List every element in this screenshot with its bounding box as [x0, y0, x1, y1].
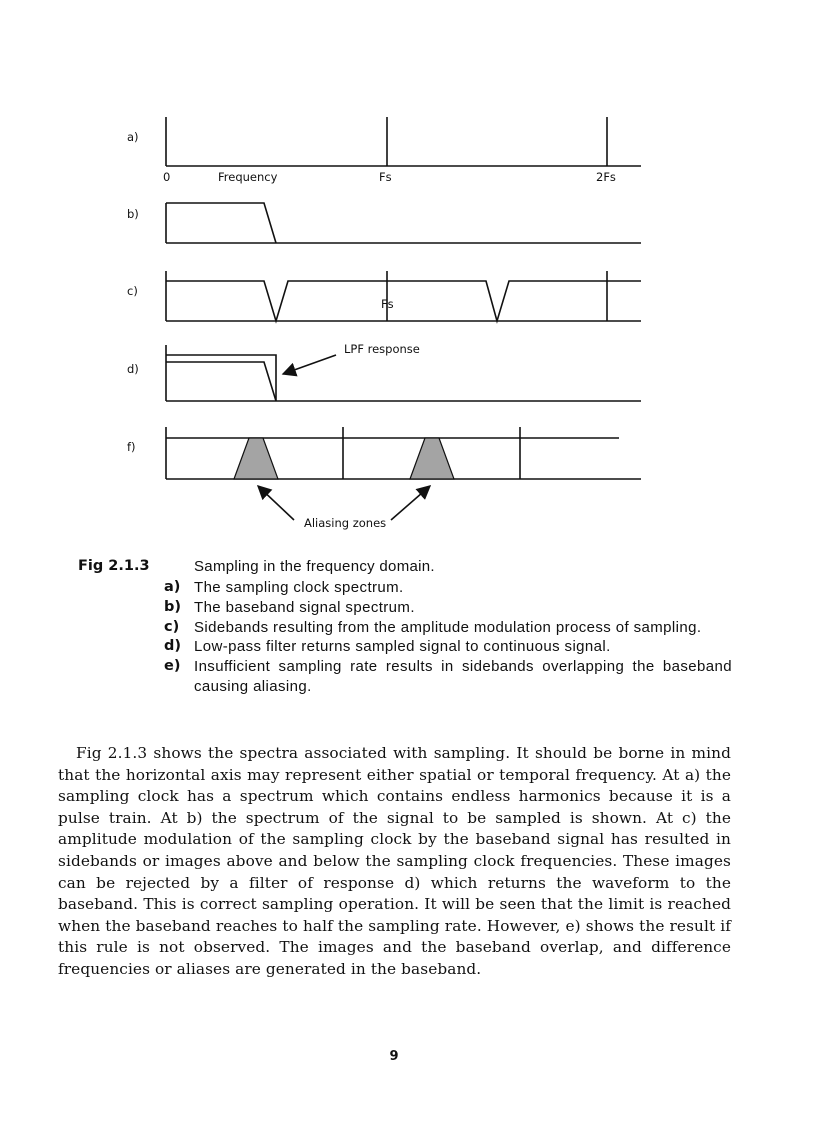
- axis-label-frequency: Frequency: [218, 170, 278, 184]
- page-number: 9: [389, 1049, 399, 1064]
- caption-item-text: The sampling clock spectrum.: [194, 579, 404, 596]
- caption-list: [164, 578, 732, 697]
- caption-item-key: a): [164, 579, 181, 595]
- caption-item: [164, 618, 732, 638]
- axis-label-2fs: 2Fs: [596, 170, 616, 184]
- caption-item-text: The baseband signal spectrum.: [194, 598, 415, 616]
- caption-item-text: Sidebands resulting from the amplitude modulation process of sampling.: [194, 618, 702, 636]
- caption-label: Fig 2.1.3: [78, 558, 150, 574]
- panel-b-baseband-spectrum: [166, 203, 641, 243]
- sampling-figure: [0, 0, 816, 540]
- aliasing-zones-label: Aliasing zones: [304, 516, 387, 530]
- caption-item: [164, 598, 732, 618]
- panel-a-clock-spectrum: [166, 117, 641, 166]
- alias-zone-1: [234, 438, 278, 479]
- caption-item-key: b): [164, 598, 182, 615]
- caption-title: Sampling in the frequency domain.: [194, 558, 435, 575]
- caption-item-key: c): [164, 618, 180, 635]
- alias-arrow-right: [391, 486, 430, 520]
- panel-label-b: b): [127, 207, 139, 221]
- caption-item: [164, 657, 732, 697]
- caption-item: [164, 637, 732, 657]
- panel-label-d: d): [127, 362, 139, 376]
- alias-zone-2: [410, 438, 454, 479]
- axis-label-zero: 0: [163, 170, 171, 184]
- axis-label-fs: Fs: [379, 170, 392, 184]
- lpf-arrow: [283, 355, 336, 374]
- caption-item-text: Insufficient sampling rate results in sidebands overlapping the baseband causing aliasing.: [194, 658, 732, 695]
- caption-item-text: Low-pass filter returns sampled signal to continuous signal.: [194, 638, 611, 656]
- panel-c-sidebands: [166, 271, 641, 321]
- caption-item-key: e): [164, 658, 181, 675]
- alias-arrow-left: [258, 486, 294, 520]
- caption-item: [164, 578, 732, 598]
- panel-label-a: a): [127, 130, 139, 144]
- panel-c-fs-label: Fs: [381, 297, 394, 311]
- body-paragraph: Fig 2.1.3 shows the spectra associated with sampling. It should be borne in mind that the horizontal axis may represent either spatial or temporal frequency. At a) the sampling clock has a spectrum which contains endless harmonics because it is a pulse train. At b) the spectrum of the signal to be sampled is shown. At c) the amplitude modulation of the sampling clock by the baseband signal has resulted in sidebands or images above and below the sampling clock frequencies. These images can be rejected by a filter of response d) which returns the waveform to the baseband. This is correct sampling operation. It will be seen that the limit is reached when the baseband reaches to half the sampling rate. However, e) shows the result if this rule is not observed. The images and the baseband overlap, and difference frequencies or aliases are generated in the baseband.: [58, 744, 731, 978]
- caption-item-key: d): [164, 638, 182, 655]
- panel-label-f: f): [127, 440, 136, 454]
- lpf-response-label: LPF response: [344, 342, 420, 356]
- panel-label-c: c): [127, 284, 138, 298]
